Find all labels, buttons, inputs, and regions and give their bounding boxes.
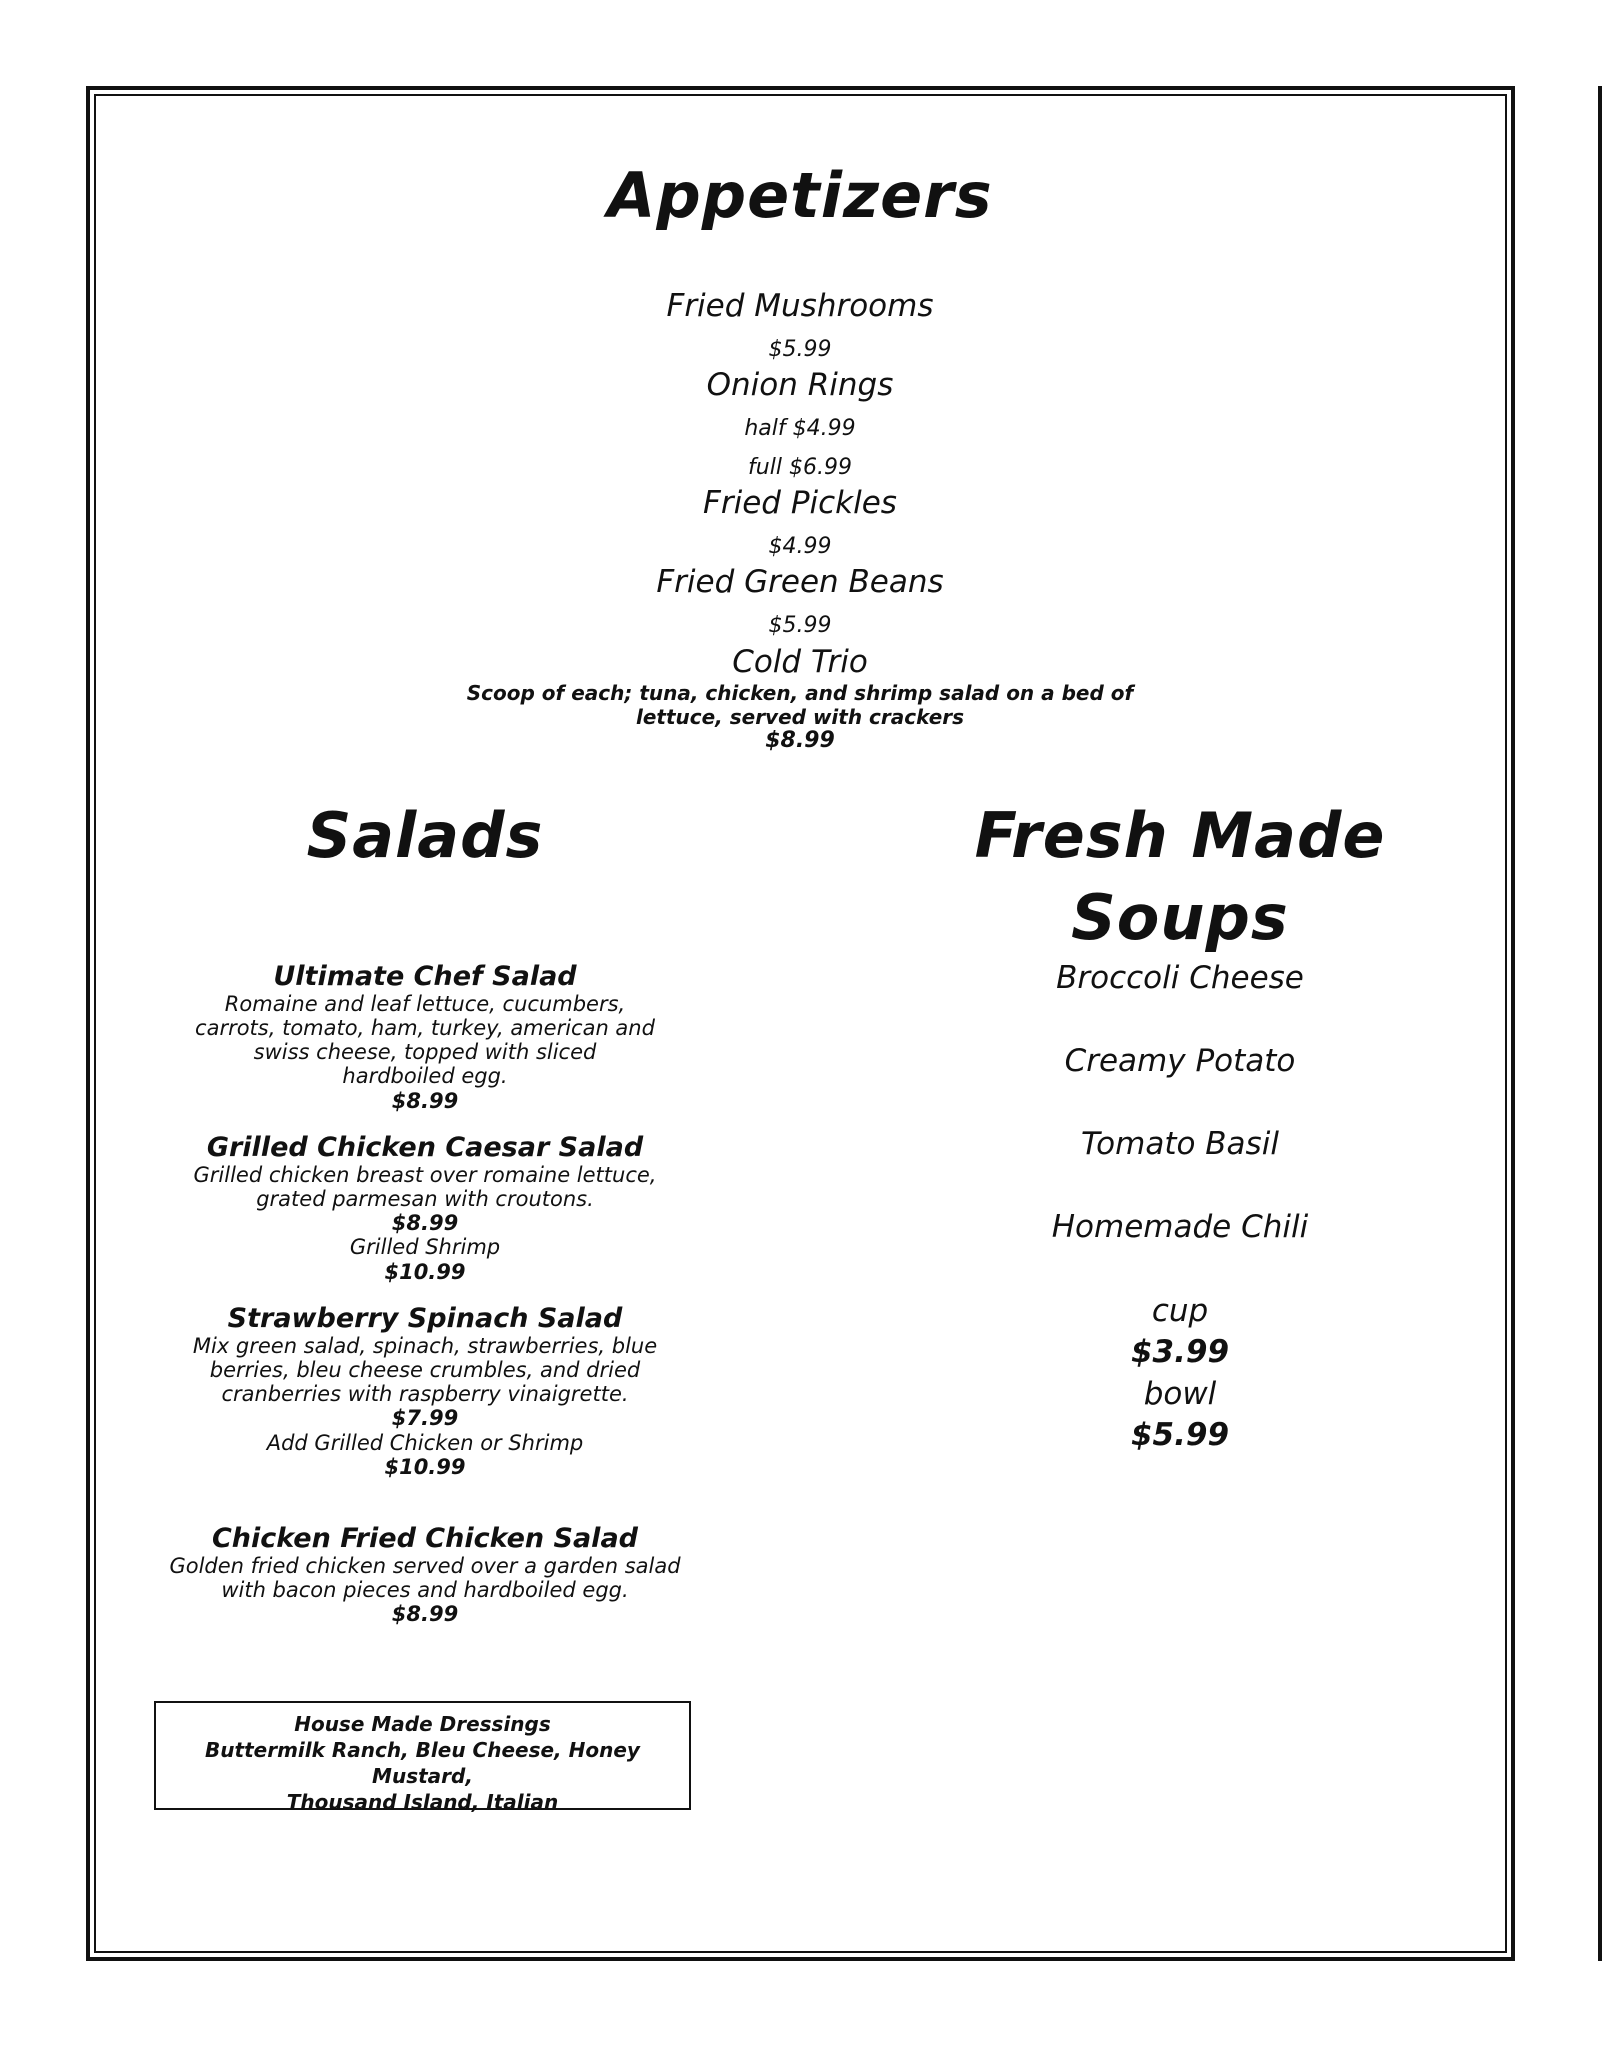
soups-title: Soups [1071,881,1289,954]
dressings-title: House Made Dressings [294,1712,551,1736]
salad-item [150,961,700,1113]
salad-name: Grilled Chicken Caesar Salad [206,1132,644,1163]
salad-description: Mix green salad, spinach, strawberries, blue [192,1334,658,1359]
appetizer-description: lettuce, served with crackers [635,705,965,729]
soup-name: Tomato Basil [1081,1126,1279,1162]
appetizer-price: $5.99 [768,337,832,362]
soup-name: Creamy Potato [1064,1043,1296,1079]
appetizer-price: half $4.99 [744,416,856,441]
salad-addon: Add Grilled Chicken or Shrimp [266,1430,584,1455]
appetizer-name: Fried Pickles [703,485,897,521]
appetizer-price: $8.99 [765,728,835,753]
salad-description: with bacon pieces and hardboiled egg. [221,1578,629,1603]
salad-description: Grilled chicken breast over romaine lettuce, [193,1163,657,1188]
salad-price: $8.99 [391,1211,459,1236]
salad-description: cranberries with raspberry vinaigrette. [221,1382,629,1407]
salad-addon-price: $10.99 [384,1259,466,1284]
appetizer-price: $5.99 [768,613,832,638]
appetizer-name: Fried Green Beans [656,564,944,600]
salad-name: Chicken Fried Chicken Salad [211,1523,638,1554]
salad-addon: Grilled Shrimp [349,1235,501,1260]
salad-description: Romaine and leaf lettuce, cucumbers, [224,992,626,1017]
dressings-list: Buttermilk Ranch, Bleu Cheese, Honey Mustard, [205,1738,640,1788]
salad-addon-price: $10.99 [384,1454,466,1479]
salad-description: carrots, tomato, ham, turkey, american and [195,1016,655,1041]
appetizers-title: Appetizers [607,159,993,232]
salad-price: $7.99 [391,1406,459,1431]
soup-name: Homemade Chili [1051,1209,1309,1245]
page-edge-line [1598,86,1602,1961]
soups-title: Fresh Made [974,799,1386,872]
salad-description: hardboiled egg. [342,1064,508,1089]
soup-bowl-label: bowl [1143,1376,1217,1412]
salad-name: Strawberry Spinach Salad [227,1303,623,1334]
dressings-list: Thousand Island, Italian [286,1790,559,1814]
soup-cup-label: cup [1151,1293,1209,1329]
salad-description: berries, bleu cheese crumbles, and dried [209,1358,641,1383]
appetizer-price: full $6.99 [748,455,852,480]
appetizer-price: $4.99 [768,534,832,559]
salad-description: grated parmesan with croutons. [256,1187,594,1212]
salad-name: Ultimate Chef Salad [273,961,577,992]
salad-item [150,1303,700,1479]
salad-item [150,1523,700,1626]
salads-title: Salads [306,799,544,872]
dressings-box [154,1701,691,1814]
appetizer-name: Onion Rings [706,367,894,403]
salad-price: $8.99 [391,1088,459,1113]
salad-description: Golden fried chicken served over a garden salad [169,1554,681,1579]
salad-item [150,1132,700,1284]
soup-name: Broccoli Cheese [1056,960,1304,996]
salad-price: $8.99 [391,1602,459,1627]
appetizer-name: Cold Trio [732,644,868,680]
salad-description: swiss cheese, topped with sliced [253,1040,597,1065]
appetizer-description: Scoop of each; tuna, chicken, and shrimp salad on a bed of [466,681,1134,705]
soup-cup-price: $3.99 [1130,1334,1230,1370]
soup-bowl-price: $5.99 [1130,1417,1230,1453]
appetizer-name: Fried Mushrooms [666,288,934,324]
